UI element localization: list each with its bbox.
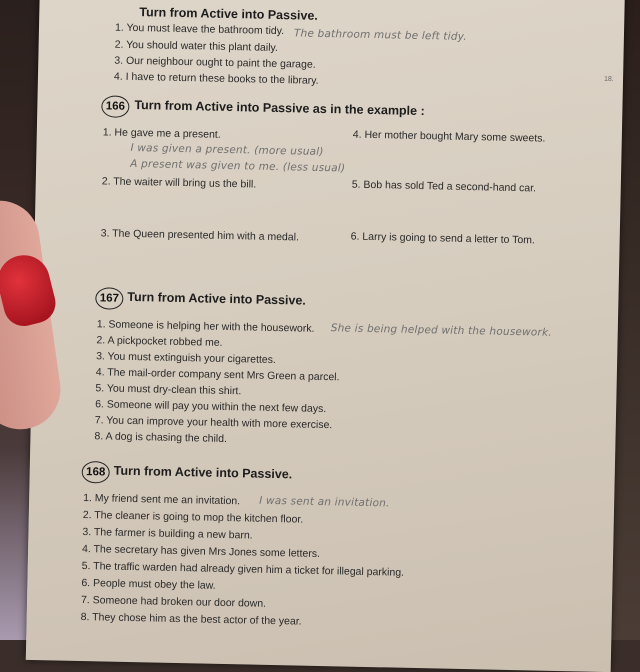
exercise-165-answer: The bathroom must be left tidy.: [293, 27, 467, 43]
exercise-167-item-7: 7. You can improve your health with more exercise.: [94, 414, 333, 432]
margin-note: 18.: [603, 75, 614, 84]
exercise-165-item-1: 1. You must leave the bathroom tidy.: [114, 21, 285, 38]
exercise-167-item-8: 8. A dog is chasing the child.: [94, 430, 228, 446]
exercise-168-item-8: 8. They chose him as the best actor of the year.: [80, 610, 302, 628]
exercise-166-item-5: 5. Bob has sold Ted a second-hand car.: [351, 178, 537, 195]
exercise-168-item-4: 4. The secretary has given Mrs Jones some letters.: [81, 543, 321, 560]
exercise-166-item-6: 6. Larry is going to send a letter to Tom.: [350, 230, 536, 247]
exercise-168-item-5: 5. The traffic warden had already given him a ticket for illegal parking.: [81, 560, 405, 579]
exercise-167-item-4: 4. The mail-order company sent Mrs Green a parcel.: [95, 366, 340, 384]
exercise-168-item-2: 2. The cleaner is going to mop the kitchen floor.: [82, 509, 304, 526]
exercise-166-title: Turn from Active into Passive as in the example :: [134, 98, 425, 119]
exercise-167-item-2: 2. A pickpocket robbed me.: [96, 334, 223, 349]
exercise-168-item-7: 7. Someone had broken our door down.: [80, 593, 267, 610]
exercise-166-item-4: 4. Her mother bought Mary some sweets.: [352, 128, 546, 145]
exercise-165-item-4: 4. I have to return these books to the library.: [113, 70, 319, 87]
exercise-168-item-3: 3. The farmer is building a new barn.: [82, 526, 253, 542]
exercise-168-answer: I was sent an invitation.: [259, 494, 390, 510]
exercise-167-item-1: 1. Someone is helping her with the housework.: [96, 318, 315, 335]
exercise-167-number: 167: [95, 287, 123, 310]
exercise-165-item-2: 2. You should water this plant daily.: [114, 38, 279, 54]
exercise-166-item-3: 3. The Queen presented him with a medal.: [100, 227, 300, 244]
exercise-167-item-3: 3. You must extinguish your cigarettes.: [96, 350, 277, 367]
exercise-166-number: 166: [101, 95, 129, 118]
exercise-166-answer-2: A present was given to me. (less usual): [130, 157, 346, 175]
exercise-167-title: Turn from Active into Passive.: [127, 289, 307, 308]
exercise-165-item-3: 3. Our neighbour ought to paint the garage.: [114, 54, 316, 71]
exercise-166-item-1: 1. He gave me a present.: [102, 126, 221, 141]
exercise-166-item-2: 2. The waiter will bring us the bill.: [101, 175, 257, 191]
textbook-page: [26, 0, 625, 672]
exercise-168-item-1: 1. My friend sent me an invitation.: [83, 492, 241, 508]
exercise-168-item-6: 6. People must obey the law.: [81, 577, 216, 592]
exercise-166-answer-1: I was given a present. (more usual): [130, 141, 324, 158]
exercise-167-answer: She is being helped with the housework.: [330, 322, 552, 339]
exercise-168-number: 168: [81, 461, 109, 484]
exercise-167-item-6: 6. Someone will pay you within the next few days.: [95, 398, 327, 416]
exercise-165-title: Turn from Active into Passive.: [139, 5, 318, 23]
exercise-168-title: Turn from Active into Passive.: [113, 463, 293, 482]
exercise-167-item-5: 5. You must dry-clean this shirt.: [95, 382, 242, 398]
